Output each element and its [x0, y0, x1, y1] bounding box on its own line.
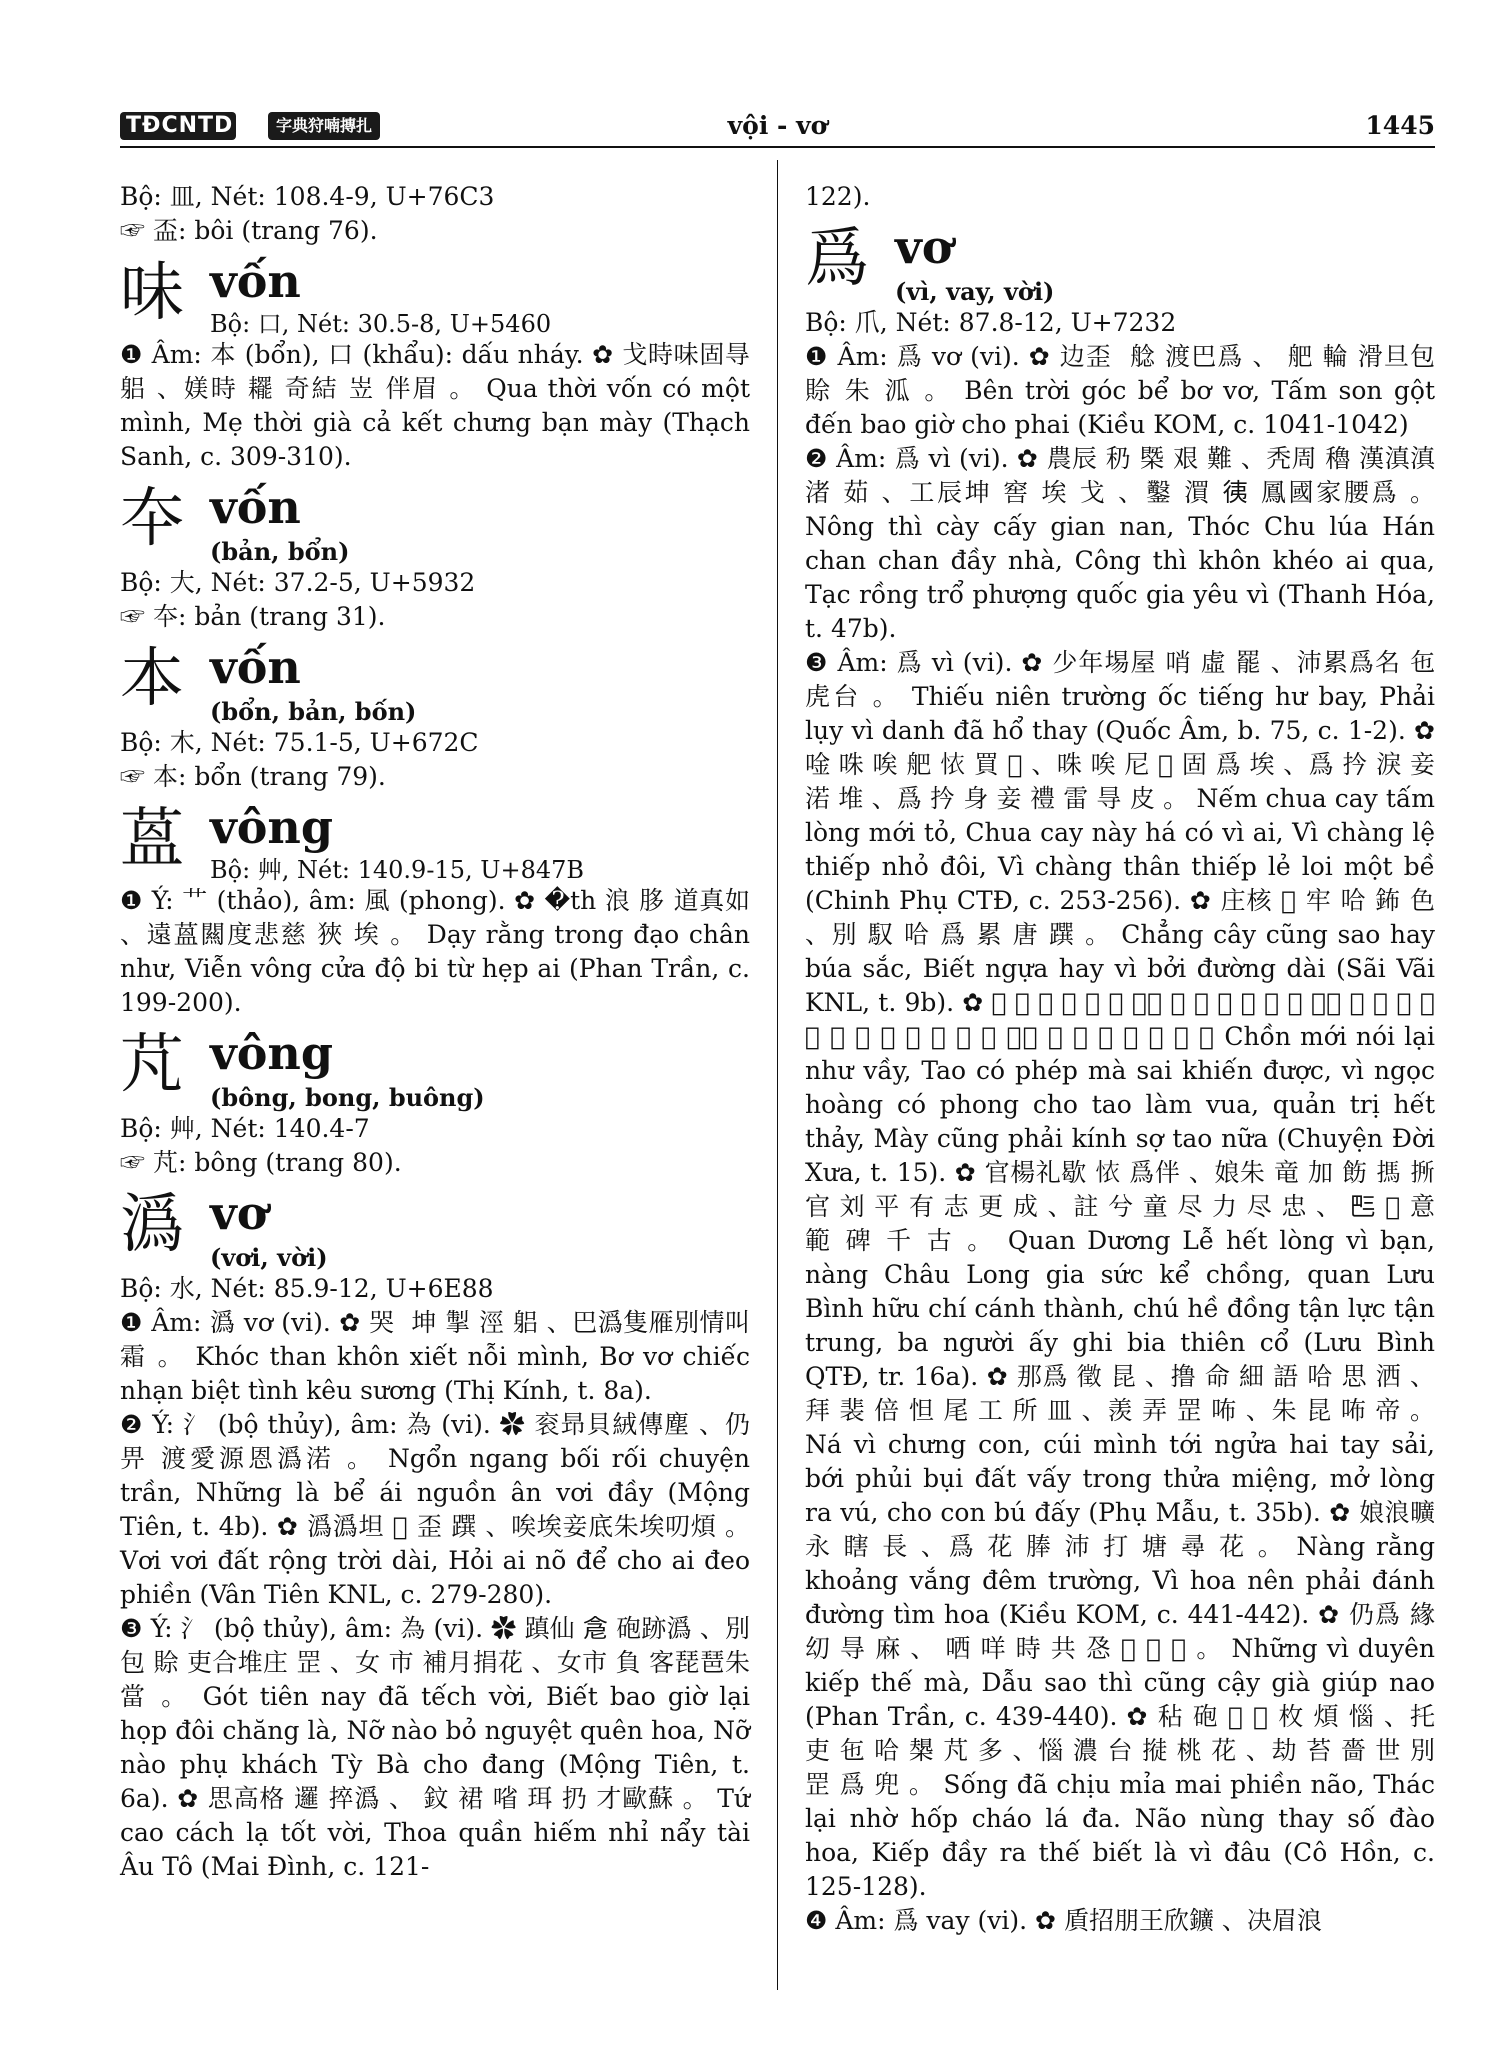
- entry-character: 夲: [120, 482, 184, 556]
- entry-syllable: vông: [210, 800, 334, 854]
- entry-headword: [120, 254, 750, 338]
- sense-paragraph: ❶ Âm: 潙 vơ (vi). ✿ 哭 󠄀 坤 掣 涇 躳 、巴潙隻雁別情叫霜 。 Khóc than khôn xiết nỗi mình, Bơ vơ chiếc nhạn biệt tình kêu sương (Thị Kính, t. 8a).: [120, 1308, 750, 1405]
- sense-paragraph: ❸ Âm: 爲 vì (vi). ✿ 少年埸屋 哨 虛 罷 、沛累爲名 㐌 虎台 。 Thiếu niên trường ốc tiếng hư bay, Phải lụy vì danh đã hổ thay (Quốc Âm, b. 75, c. 1-2). ✿ 唫 咮 唉 舥 𢙇 買 𤐝 、咮 唉 尼 𠰳 固 爲 埃 、爲 扲 淚 妾 渃 堆 、爲 扲 身 妾 禮 雷 㝵 皮 。 Nếm chua cay tấm lòng mới tỏ, Chua cay này há có vì ai, Vì chàng lệ thiếp nhỏ đôi, Vì chàng thân thiếp lẻ loi một bề (Chinh Phụ CTĐ, c. 253-256). ✿ 庄核 𢬣 牢 哈 鈽 色 、別 馭 哈 爲 累 唐 䠣 。 Chẳng cây cũng sao hay búa sắc, Biết ngựa hay vì bởi đường dài (Sãi Vãi KNL, t. 9b). ✿ 𤞻 買 呐 吏 如 丕 、蚤 㕷 法 麻 差 遣 特 、爲 王 皇 固 封 朱 蚤 濫 𢂞 管 治 歇 汰 、眉 拱 沛 敬 怍 蚤 女 。 Chồn mới nói lại như vầy, Tao có phép mà sai khiến được, vì ngọc hoàng có phong cho tao làm vua, quản trị hết thảy, Mày cũng phải kính sợ tao nữa (Chuyện Đời Xưa, t. 15). ✿ 官楊礼歇 𢙇 爲伴 、娘朱 竜 加 飭 𢲫 𢯢 官 刘 平 有 志 更 成 、註 兮 童 尽 力 尽 忠 、 𠀧 𠊚 意 範 碑 千 古 。 Quan Dương Lễ hết lòng vì bạn, nàng Châu Long gia sức kể chồng, quan Lưu Bình hữu chí cánh thành, chú hề đồng tận lực tận trung, ba người ấy ghi bia thiên cổ (Lưu Bình QTĐ, tr. 16a). ✿ 那爲 徵 昆 、撸 命 細 語 哈 思 洒 、拜 裴 倍 怛 尾 工 所 皿 、羡 弄 罡 咘 、朱 昆 咘 帝 。 Ná vì chưng con, cúi mình tới ngửa hai tay sải, bới phủi bụi đất vấy trong thửa miệng, mở lòng ra vú, cho con bú đấy (Phụ Mẫu, t. 35b). ✿ 娘浪曠永 瞎 長 、爲 花 䏾 沛 打 塘 尋 花 。 Nàng rằng khoảng vắng đêm trường, Vì hoa nên phải đánh đường tìm hoa (Kiều KOM, c. 441-442). ✿ 仍爲 緣 㓜 㝵 麻 、 哂 咩 時 共 㤂 𦀊 𠿚 𥙩 。 Những vì duyên kiếp thế mà, Dẫu sao thì cũng cậy già giúp nao (Phan Trần, c. 439-440). ✿ 秥 砲 𥾘 𥾛 枚 煩 惱 、托 吏 㐌 哈 槼 芃 多 、惱 濃 台 𢲛 桃 花 、劫 苔 嗇 世 別 罡 爲 兜 。 Sống đã chịu mỉa mai phiền não, Thác lại nhờ hốp cháo lá đa. Não nùng thay số đào hoa, Kiếp đầy ra thế biết là vì đâu (Cô Hồn, c. 125-128).: [805, 648, 1435, 1901]
- left-column: [120, 180, 750, 1884]
- sense-paragraph: ❹ Âm: 爲 vay (vi). ✿ 貭招朋王欣鑛 、决眉浪: [805, 1906, 1322, 1935]
- dictionary-entry: [120, 1186, 750, 1884]
- bo-line: Bộ: 水, Nét: 85.9-12, U+6E88: [120, 1274, 494, 1303]
- page-header: [120, 108, 1435, 148]
- sense-paragraph: ❶ Âm: 爲 vơ (vi). ✿ 边歪 󠄀 艌 渡巴爲 、 舥 輪 滑旦包 賒 朱 泒 。 Bên trời góc bể bơ vơ, Tấm son gột đến bao giờ cho phai (Kiều KOM, c. 1041-1042): [805, 342, 1435, 439]
- entry-syllable: vông: [210, 1026, 334, 1080]
- entry-syllable: vốn: [210, 480, 301, 534]
- entry-headword: [120, 800, 750, 884]
- cross-ref: ☞ 本: bổn (trang 79).: [120, 762, 386, 791]
- cross-ref: ☞ 夲: bản (trang 31).: [120, 602, 386, 631]
- dictionary-entry: [805, 220, 1435, 1938]
- right-column: [805, 180, 1435, 1938]
- sense-paragraph: ❷ Ý: 氵 (bộ thủy), âm: 為 (vi). ✿ 衮昻貝絨傳塵 、仍畀 渡愛源恩潙渃 。 Ngổn ngang bối rối chuyện trần, Những là bể ái nguồn ân vơi đầy (Mộng Tiên, t. 4b). ✿ 潙潙坦 𡗶 歪 䠣 、唉埃妾底朱埃叨煩 。 Vơi vơi đất rộng trời dài, Hỏi ai nõ để cho ai đeo phiền (Vân Tiên KNL, c. 279-280).: [120, 1410, 750, 1609]
- cross-ref: ☞ 芃: bông (trang 80).: [120, 1148, 402, 1177]
- sense-paragraph: ❶ Ý: 艹 (thảo), âm: 風 (phong). ✿ �th 浪 䏧 道真如 、遠蒕闗度悲慈 狹 埃 。 Dạy rằng trong đạo chân như, Viễn vông cửa độ bi từ hẹp ai (Phan Trần, c. 199-200).: [120, 886, 750, 1017]
- entry-character: 爲: [805, 222, 869, 296]
- entry-headword: [120, 480, 750, 566]
- entry-character: 潙: [120, 1188, 184, 1262]
- alternate-readings: (vì, vay, vời): [895, 277, 1055, 306]
- dictionary-entry: [120, 640, 750, 794]
- entry-headword: [805, 220, 1435, 306]
- continued-text: 122).: [805, 182, 871, 211]
- running-head: vội - vơ: [727, 111, 828, 140]
- entry-character: 本: [120, 642, 184, 716]
- entry-headword: [120, 640, 750, 726]
- header-rule: [120, 146, 1435, 148]
- sense-paragraph: ❸ Ý: 氵 (bộ thủy), âm: 為 (vi). ✿ 蹎仙 𠉞 砲跡潙 、別包 賒 吏合堆庄 罡 、女 市 補月捐花 、女市 負 客琵琶朱當 。 Gót tiên nay đã tếch vời, Biết bao giờ lại họp đôi chăng là, Nỡ nào bỏ nguyệt quên hoa, Nỡ nào phụ khách Tỳ Bà cho đang (Mộng Tiên, t. 6a). ✿ 思高格 邏 捽潙 、 鈫 裙 㗂 珥 扔 才歐蘇 。 Tứ cao cách lạ tốt vời, Thoa quần hiếm nhỉ nẩy tài Âu Tô (Mai Đình, c. 121-: [120, 1614, 750, 1881]
- alternate-readings: (bản, bổn): [210, 537, 350, 566]
- alternate-readings: (bổn, bản, bốn): [210, 697, 417, 726]
- bo-line: Bộ: 口, Nét: 30.5-8, U+5460: [210, 310, 552, 338]
- dictionary-entry: [120, 1026, 750, 1180]
- entry-character: 蒕: [120, 802, 184, 876]
- bo-line: Bộ: 艸, Nét: 140.4-7: [120, 1114, 370, 1143]
- dictionary-entry: [120, 254, 750, 474]
- column-divider: [777, 160, 778, 1990]
- bo-line: Bộ: 木, Nét: 75.1-5, U+672C: [120, 728, 479, 757]
- dictionary-entry: [120, 480, 750, 634]
- entry-headword: [120, 1186, 750, 1272]
- entry-character: 芃: [120, 1028, 184, 1102]
- entry-headword: [120, 1026, 750, 1112]
- sense-paragraph: ❶ Âm: 本 (bổn), 口 (khẩu): dấu nháy. ✿ 戈時味固㝵 躳 、媄時 䎱 奇結 岦 伴眉 。 Qua thời vốn có một mình, Mẹ thời già cả kết chưng bạn mày (Thạch Sanh, c. 309-310).: [120, 340, 750, 471]
- logo-chunom: 字典狩喃摶扎: [268, 112, 380, 140]
- alternate-readings: (vơi, vời): [210, 1243, 328, 1272]
- entry-syllable: vốn: [210, 640, 301, 694]
- page-number: 1445: [1365, 111, 1435, 140]
- cross-ref: ☞ 盃: bôi (trang 76).: [120, 216, 378, 245]
- bo-line: Bộ: 艸, Nét: 140.9-15, U+847B: [210, 856, 585, 884]
- sense-paragraph: ❷ Âm: 爲 vì (vi). ✿ 農辰 䄧 㮣 艰 難 、秃周 穭 漢滇滇 渚 茹 、工辰坤 窖 埃 戈 、鑿 㵋 𢓡 鳳國家腰爲 。 Nông thì cày cấy gian nan, Thóc Chu lúa Hán chan chan đầy nhà, Công thì khôn khéo ai qua, Tạc rồng trổ phượng quốc gia yêu vì (Thanh Hóa, t. 47b).: [805, 444, 1435, 643]
- dictionary-entry: [120, 800, 750, 1020]
- bo-line: Bộ: 大, Nét: 37.2-5, U+5932: [120, 568, 476, 597]
- entry-syllable: vốn: [210, 254, 301, 308]
- entry-character: 味: [120, 256, 184, 330]
- logo-tdcntd: TĐCNTD: [120, 112, 236, 140]
- entry-syllable: vơ: [210, 1186, 268, 1240]
- entry-syllable: vơ: [895, 220, 953, 274]
- bo-line: Bộ: 皿, Nét: 108.4-9, U+76C3: [120, 182, 495, 211]
- bo-line: Bộ: 爪, Nét: 87.8-12, U+7232: [805, 308, 1177, 337]
- alternate-readings: (bông, bong, buông): [210, 1083, 485, 1112]
